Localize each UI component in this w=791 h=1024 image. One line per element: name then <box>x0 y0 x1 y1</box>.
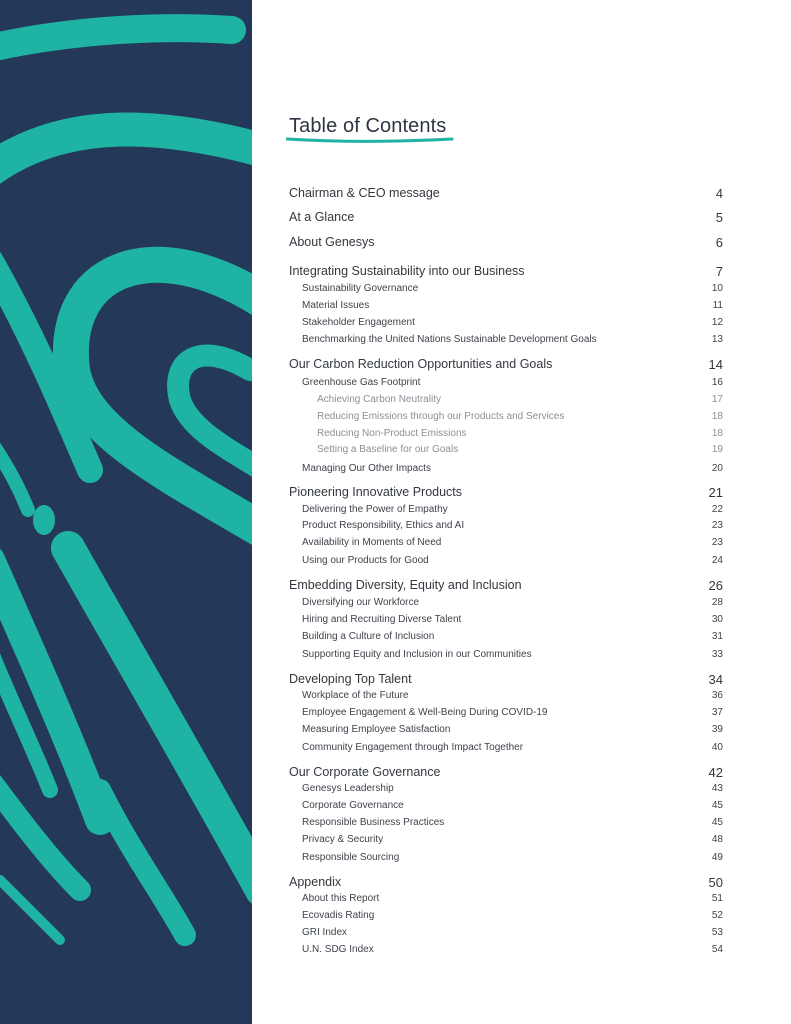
toc-entry-page-number: 7 <box>715 264 723 279</box>
toc-entry-page-number: 12 <box>711 317 723 328</box>
toc-entry-label: Building a Culture of Inclusion <box>302 631 435 642</box>
toc-entry-page-number: 4 <box>715 186 723 201</box>
toc-entry[interactable] <box>289 485 723 503</box>
toc-entry-label: Corporate Governance <box>302 800 404 811</box>
toc-entry-page-number: 5 <box>715 210 723 225</box>
toc-entry-label: About this Report <box>302 893 380 904</box>
toc-entry-label: Setting a Baseline for our Goals <box>317 444 459 455</box>
toc-entry-label: Responsible Sourcing <box>302 852 400 863</box>
toc-entry-page-number: 39 <box>711 724 723 735</box>
toc-entry-label: Privacy & Security <box>302 834 384 845</box>
toc-entry-label: Using our Products for Good <box>302 555 429 566</box>
toc-entry-page-number: 16 <box>711 377 723 388</box>
toc-entry[interactable] <box>289 672 723 690</box>
toc-entry-label: Product Responsibility, Ethics and AI <box>302 520 465 531</box>
toc-entry-page-number: 17 <box>711 394 723 405</box>
toc-entry-page-number: 33 <box>711 649 723 660</box>
toc-entry-page-number: 24 <box>711 555 723 566</box>
toc-entry-page-number: 11 <box>712 300 723 311</box>
toc-entry[interactable] <box>289 283 723 301</box>
toc-entry[interactable] <box>289 614 723 632</box>
toc-entry-page-number: 10 <box>711 283 723 294</box>
toc-entry[interactable] <box>289 944 723 962</box>
toc-entry-label: Material Issues <box>302 300 370 311</box>
toc-entry[interactable] <box>289 927 723 945</box>
toc-entry[interactable] <box>289 377 723 395</box>
toc-entry[interactable] <box>289 300 723 318</box>
toc-entry-page-number: 45 <box>711 817 723 828</box>
toc-entry-page-number: 45 <box>711 800 723 811</box>
toc-entry[interactable] <box>289 910 723 928</box>
toc-entry-label: About Genesys <box>289 235 375 249</box>
toc-entry-label: Benchmarking the United Nations Sustainable Development Goals <box>302 334 597 345</box>
toc-entry-label: Stakeholder Engagement <box>302 317 415 328</box>
toc-entry-label: Our Corporate Governance <box>289 765 441 779</box>
toc-entry-label: Workplace of the Future <box>302 690 409 701</box>
toc-entry[interactable] <box>289 537 723 555</box>
toc-entry-page-number: 49 <box>711 852 723 863</box>
toc-entry[interactable] <box>289 875 723 893</box>
toc-entry-label: Measuring Employee Satisfaction <box>302 724 451 735</box>
toc-entry[interactable] <box>289 893 723 911</box>
toc-entry-page-number: 52 <box>711 910 723 921</box>
toc-entry[interactable] <box>289 520 723 538</box>
toc-entry-label: At a Glance <box>289 210 355 224</box>
toc-entry-page-number: 28 <box>711 597 723 608</box>
toc-entry-label: Reducing Non-Product Emissions <box>317 428 467 439</box>
toc-entry-label: Embedding Diversity, Equity and Inclusion <box>289 578 522 592</box>
toc-entry-label: Integrating Sustainability into our Business <box>289 264 525 278</box>
toc-entry[interactable] <box>289 264 723 282</box>
toc-entry[interactable] <box>289 394 723 412</box>
toc-entry[interactable] <box>289 463 723 481</box>
toc-entry-label: GRI Index <box>302 927 348 938</box>
toc-entry[interactable] <box>289 631 723 649</box>
toc-entry-label: Chairman & CEO message <box>289 186 440 200</box>
toc-entry[interactable] <box>289 186 723 204</box>
toc-entry-page-number: 40 <box>711 742 723 753</box>
toc-entry-label: Managing Our Other Impacts <box>302 463 431 474</box>
toc-entry[interactable] <box>289 411 723 429</box>
toc-entry[interactable] <box>289 235 723 253</box>
toc-entry-label: Pioneering Innovative Products <box>289 485 463 499</box>
toc-entry-page-number: 51 <box>711 893 723 904</box>
toc-entry[interactable] <box>289 334 723 352</box>
toc-entry-page-number: 37 <box>711 707 723 718</box>
toc-entry-page-number: 30 <box>711 614 723 625</box>
toc-entry[interactable] <box>289 817 723 835</box>
toc-entry[interactable] <box>289 317 723 335</box>
toc-entry-page-number: 18 <box>711 428 723 439</box>
toc-entry-page-number: 6 <box>715 235 723 250</box>
toc-entry[interactable] <box>289 765 723 783</box>
toc-entry-label: Diversifying our Workforce <box>302 597 420 608</box>
toc-entry-page-number: 26 <box>708 578 723 593</box>
toc-entry[interactable] <box>289 555 723 573</box>
toc-entry-label: Community Engagement through Impact Together <box>302 742 524 753</box>
toc-entry[interactable] <box>289 444 723 462</box>
toc-entry-page-number: 18 <box>711 411 723 422</box>
toc-entry-label: Genesys Leadership <box>302 783 394 794</box>
toc-entry-page-number: 31 <box>711 631 723 642</box>
toc-entry-page-number: 23 <box>711 537 723 548</box>
toc-entry-page-number: 43 <box>711 783 723 794</box>
toc-entry[interactable] <box>289 724 723 742</box>
toc-entry[interactable] <box>289 834 723 852</box>
toc-entry-label: Our Carbon Reduction Opportunities and Goals <box>289 357 553 371</box>
toc-entry[interactable] <box>289 783 723 801</box>
toc-entry-label: Delivering the Power of Empathy <box>302 504 448 515</box>
toc-entry[interactable] <box>289 357 723 375</box>
toc-entry-label: Hiring and Recruiting Diverse Talent <box>302 614 462 625</box>
toc-entry-page-number: 48 <box>711 834 723 845</box>
toc-entry-page-number: 23 <box>711 520 723 531</box>
toc-entry-label: Ecovadis Rating <box>302 910 375 921</box>
toc-entry-page-number: 42 <box>708 765 723 780</box>
toc-entry-label: Availability in Moments of Need <box>302 537 442 548</box>
toc-entry-label: Developing Top Talent <box>289 672 412 686</box>
toc-entry-page-number: 34 <box>708 672 723 687</box>
toc-entry-page-number: 22 <box>711 504 723 515</box>
toc-entry[interactable] <box>289 210 723 228</box>
toc-entry-page-number: 54 <box>711 944 723 955</box>
toc-entry-page-number: 14 <box>708 357 723 372</box>
toc-entry-label: U.N. SDG Index <box>302 944 374 955</box>
toc-entry[interactable] <box>289 690 723 708</box>
toc-entry-label: Greenhouse Gas Footprint <box>302 377 421 388</box>
toc-entry[interactable] <box>289 649 723 667</box>
toc-entry-page-number: 50 <box>708 875 723 890</box>
toc-entry-page-number: 20 <box>711 463 723 474</box>
toc-entry-page-number: 19 <box>711 444 723 455</box>
toc-entry-label: Responsible Business Practices <box>302 817 445 828</box>
toc-entry[interactable] <box>289 707 723 725</box>
page-title: Table of Contents <box>289 115 447 137</box>
toc-entry[interactable] <box>289 597 723 615</box>
toc-entry[interactable] <box>289 800 723 818</box>
toc-entry-page-number: 13 <box>711 334 723 345</box>
toc-entry-label: Sustainability Governance <box>302 283 419 294</box>
toc-entry[interactable] <box>289 578 723 596</box>
toc-entry-label: Reducing Emissions through our Products and Services <box>317 411 565 422</box>
toc-entry-label: Supporting Equity and Inclusion in our Communities <box>302 649 532 660</box>
toc-entry-page-number: 53 <box>711 927 723 938</box>
toc-entry-page-number: 21 <box>708 485 723 500</box>
brush-stroke-artwork <box>0 0 252 1024</box>
toc-entry-page-number: 36 <box>711 690 723 701</box>
toc-entry-label: Employee Engagement & Well-Being During COVID-19 <box>302 707 548 718</box>
title-underline <box>286 136 456 144</box>
toc-entry-label: Appendix <box>289 875 342 889</box>
toc-entry[interactable] <box>289 852 723 870</box>
toc-entry[interactable] <box>289 742 723 760</box>
decorative-sidebar <box>0 0 252 1024</box>
toc-entry-label: Achieving Carbon Neutrality <box>317 394 441 405</box>
